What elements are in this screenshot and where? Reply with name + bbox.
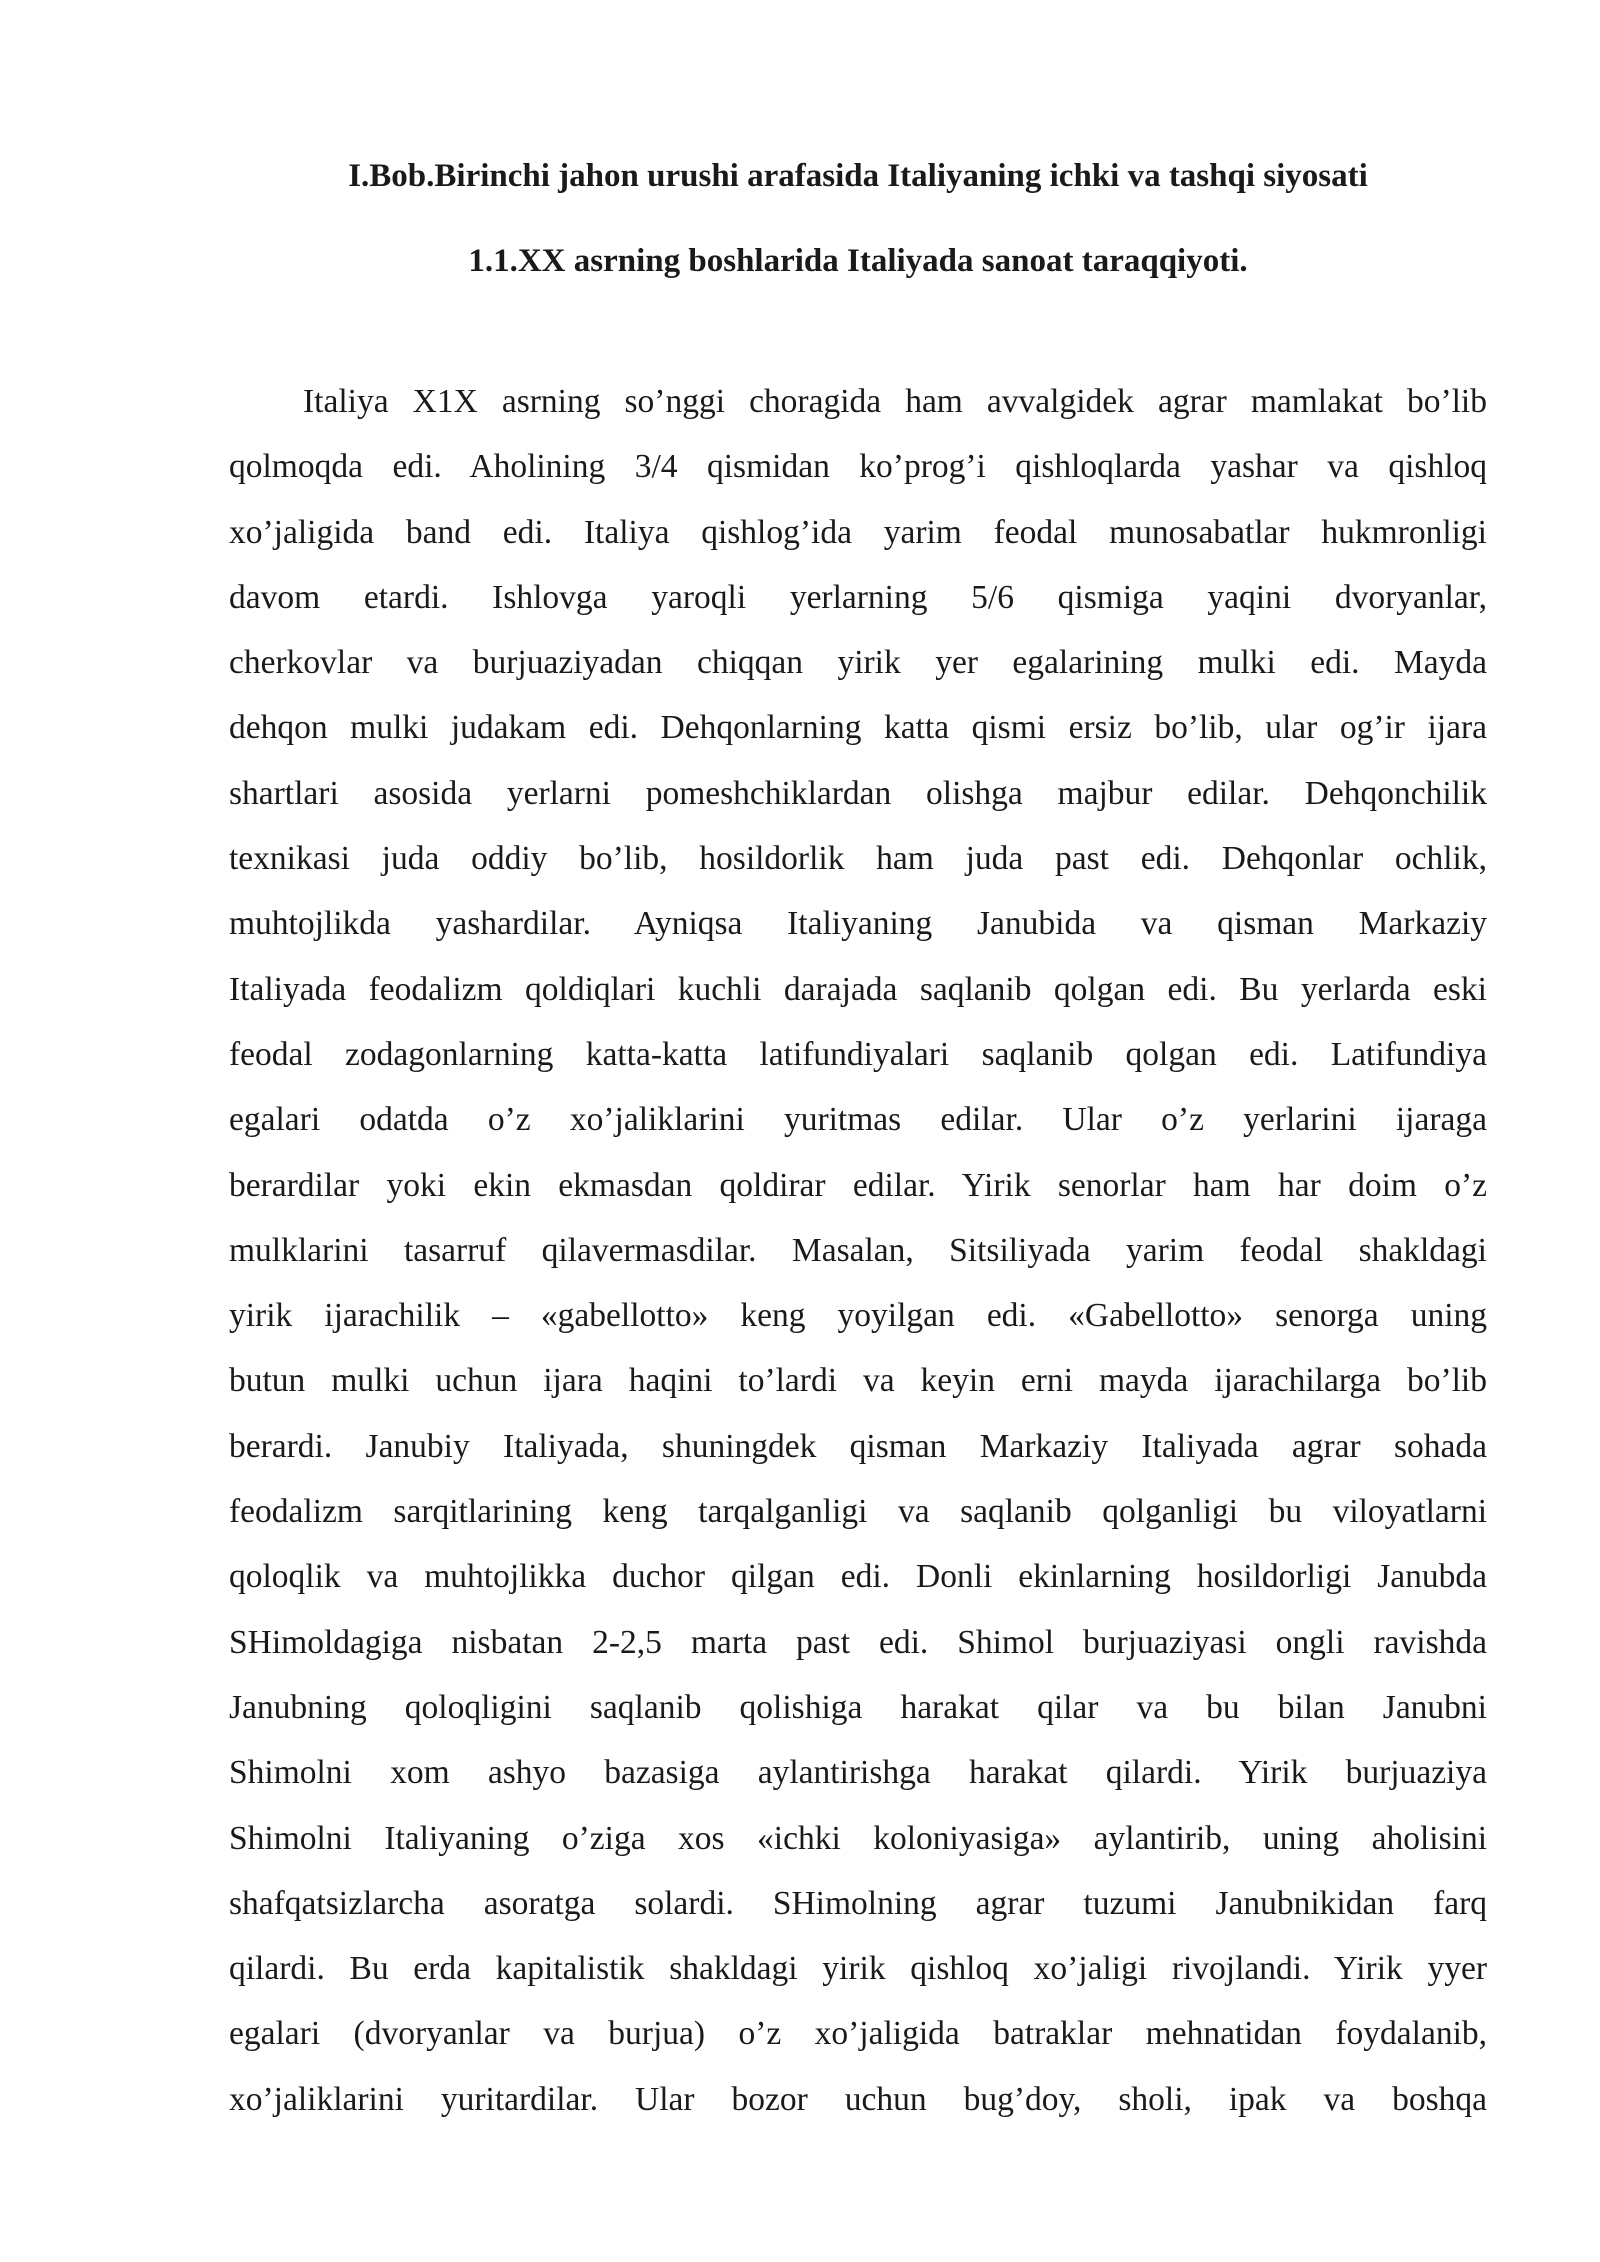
paragraph-line: Janubning qoloqligini saqlanib qolishiga harakat qilar va bu bilan Janubni [229, 1688, 1487, 1726]
paragraph-line: shafqatsizlarcha asoratga solardi. SHimolning agrar tuzumi Janubnikidan farq [229, 1884, 1487, 1922]
paragraph-line: berardilar yoki ekin ekmasdan qoldirar edilar. Yirik senorlar ham har doim o’z [229, 1166, 1487, 1204]
paragraph-line: Italiya X1X asrning so’nggi choragida ham avvalgidek agrar mamlakat bo’lib [303, 383, 1487, 420]
paragraph-line: feodalizm sarqitlarining keng tarqalganligi va saqlanib qolganligi bu viloyatlarni [229, 1493, 1487, 1531]
paragraph-line: Shimolni xom ashyo bazasiga aylantirishga harakat qilardi. Yirik burjuaziya [229, 1754, 1487, 1792]
body-paragraph [229, 369, 1487, 2132]
paragraph-line: yirik ijarachilik – «gabellotto» keng yoyilgan edi. «Gabellotto» senorga uning [229, 1297, 1487, 1335]
paragraph-line: butun mulki uchun ijara haqini to’lardi va keyin erni mayda ijarachilarga bo’lib [229, 1362, 1487, 1400]
paragraph-line: qoloqlik va muhtojlikka duchor qilgan edi. Donli ekinlarning hosildorligi Janubda [229, 1558, 1487, 1596]
paragraph-line: xo’jaliklarini yuritardilar. Ular bozor uchun bug’doy, sholi, ipak va boshqa [229, 2080, 1487, 2118]
paragraph-line: texnikasi juda oddiy bo’lib, hosildorlik ham juda past edi. Dehqonlar ochlik, [229, 840, 1487, 878]
chapter-title: I.Bob.Birinchi jahon urushi arafasida Italiyaning ichki va tashqi siyosati [348, 158, 1368, 194]
paragraph-line: dehqon mulki judakam edi. Dehqonlarning katta qismi ersiz bo’lib, ular og’ir ijara [229, 709, 1487, 747]
paragraph-line: egalari (dvoryanlar va burjua) o’z xo’jaligida batraklar mehnatidan foydalanib, [229, 2015, 1487, 2053]
paragraph-line: Italiyada feodalizm qoldiqlari kuchli darajada saqlanib qolgan edi. Bu yerlarda eski [229, 970, 1487, 1008]
paragraph-line: berardi. Janubiy Italiyada, shuningdek qisman Markaziy Italiyada agrar sohada [229, 1427, 1487, 1465]
section-title: 1.1.XX asrning boshlarida Italiyada sanoat taraqqiyoti. [468, 243, 1248, 279]
paragraph-line: davom etardi. Ishlovga yaroqli yerlarning 5/6 qismiga yaqini dvoryanlar, [229, 578, 1487, 616]
paragraph-line: cherkovlar va burjuaziyadan chiqqan yirik yer egalarining mulki edi. Mayda [229, 644, 1487, 682]
paragraph-line: muhtojlikda yashardilar. Ayniqsa Italiyaning Janubida va qisman Markaziy [229, 905, 1487, 943]
paragraph-line: feodal zodagonlarning katta-katta latifundiyalari saqlanib qolgan edi. Latifundiya [229, 1035, 1487, 1073]
paragraph-line: mulklarini tasarruf qilavermasdilar. Masalan, Sitsiliyada yarim feodal shakldagi [229, 1231, 1487, 1269]
paragraph-line: xo’jaligida band edi. Italiya qishlog’ida yarim feodal munosabatlar hukmronligi [229, 513, 1487, 551]
paragraph-line: egalari odatda o’z xo’jaliklarini yuritmas edilar. Ular o’z yerlarini ijaraga [229, 1101, 1487, 1139]
paragraph-line: Shimolni Italiyaning o’ziga xos «ichki koloniyasiga» aylantirib, uning aholisini [229, 1819, 1487, 1857]
paragraph-line: qolmoqda edi. Aholining 3/4 qismidan ko’prog’i qishloqlarda yashar va qishloq [229, 448, 1487, 486]
paragraph-line: qilardi. Bu erda kapitalistik shakldagi yirik qishloq xo’jaligi rivojlandi. Yirik yyer [229, 1950, 1487, 1988]
paragraph-line: shartlari asosida yerlarni pomeshchiklardan olishga majbur edilar. Dehqonchilik [229, 774, 1487, 812]
paragraph-line: SHimoldagiga nisbatan 2-2,5 marta past edi. Shimol burjuaziyasi ongli ravishda [229, 1623, 1487, 1661]
